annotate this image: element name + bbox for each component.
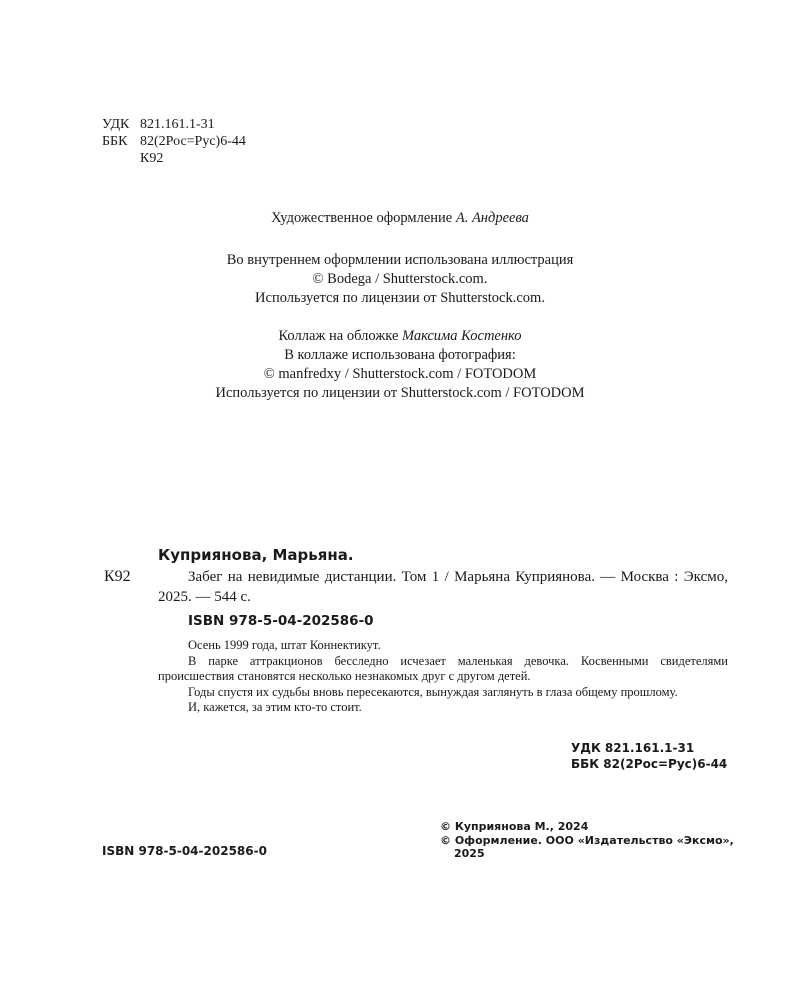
cover-credit-line-3: © manfredxy / Shutterstock.com / FOTODOM (263, 366, 537, 382)
design-credit (0, 209, 800, 228)
catalog-class-codes (571, 740, 727, 772)
footer-isbn: ISBN 978-5-04-202586-0 (102, 844, 267, 858)
illustration-credit (0, 251, 800, 308)
cover-credit-line-1 (0, 327, 800, 346)
annotation-paragraph: Осень 1999 года, штат Коннектикут. (188, 638, 381, 652)
design-credit-prefix: Художественное оформление (271, 210, 453, 226)
cover-credit-line-2: В коллаже использована фотография: (284, 347, 516, 363)
catalog-isbn: ISBN 978-5-04-202586-0 (188, 613, 374, 629)
copyright-design: © Оформление. ООО «Издательство «Эксмо», (440, 833, 734, 847)
bbk-label: ББК (102, 134, 128, 149)
illustration-credit-line-1: Во внутреннем оформлении использована иллюстрация (226, 252, 574, 268)
cover-credit-line-4: Используется по лицензии от Shutterstock.com / FOTODOM (215, 385, 585, 401)
author-mark-top: К92 (140, 151, 164, 166)
catalog-udk: УДК 821.161.1-31 (571, 741, 695, 755)
bbk-row (102, 133, 246, 150)
illustration-credit-line-2: © Bodega / Shutterstock.com. (312, 271, 488, 287)
design-credit-name: А. Андреева (455, 210, 529, 226)
annotation-paragraph: Годы спустя их судьбы вновь пересекаются, вынуждая заглянуть в глаза общему прошлому. (188, 684, 678, 699)
annotation-paragraph: И, кажется, за этим кто-то стоит. (188, 700, 362, 714)
cover-credit-name: Максима Костенко (402, 328, 522, 344)
udk-value: 821.161.1-31 (140, 117, 215, 132)
illustration-credit-line-3: Используется по лицензии от Shutterstock.com. (255, 290, 545, 306)
cover-credit-prefix: Коллаж на обложке (278, 328, 399, 344)
catalog-author-mark: К92 (104, 568, 131, 585)
top-classification-block (102, 116, 246, 167)
catalog-title-entry: Забег на невидимые дистанции. Том 1 / Марьяна Куприянова. — Москва : Эксмо, 2025. — 544 с. (158, 569, 728, 605)
copyright-year: 2025 (454, 847, 485, 860)
udk-label: УДК (102, 117, 130, 132)
copyright-block (440, 820, 740, 861)
annotation-paragraph: В парке аттракционов бесследно исчезает маленькая девочка. Косвенными свидетелями происшествия становятся несколько незнакомых друг с другом детей. (158, 653, 728, 683)
udk-row (102, 116, 246, 133)
copyright-author: © Куприянова М., 2024 (440, 820, 589, 833)
annotation (158, 638, 728, 716)
catalog-bbk: ББК 82(2Рос=Рус)6-44 (571, 757, 728, 771)
catalog-author: Куприянова, Марьяна. (158, 546, 354, 564)
cover-credit (0, 327, 800, 403)
bbk-value: 82(2Рос=Рус)6-44 (140, 134, 246, 149)
